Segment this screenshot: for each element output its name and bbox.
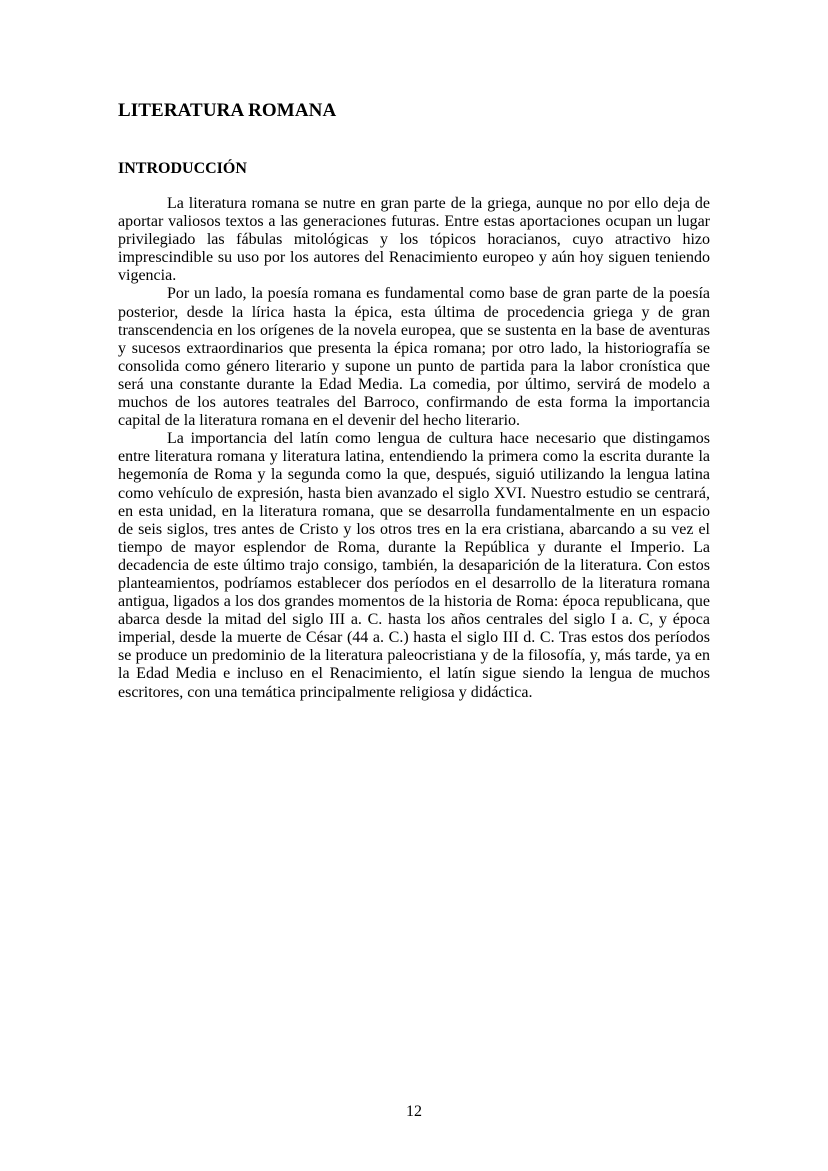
paragraph-3: La importancia del latín como lengua de cultura hace necesario que distingamos entre literatura romana y literatura latina, entendiendo la primera como la escrita durante la hegemonía de Roma y la segunda como la que, después, siguió utilizando la lengua latina como vehículo de expresión, hasta bien avanzado el siglo XVI. Nuestro estudio se centrará, en esta unidad, en la literatura romana, que se desarrolla fundamentalmente en un espacio de seis siglos, tres antes de Cristo y los otros tres en la era cristiana, abarcando a su vez el tiempo de mayor esplendor de Roma, durante la República y durante el Imperio. La decadencia de este último trajo consigo, también, la desaparición de la literatura. Con estos planteamientos, podríamos establecer dos períodos en el desarrollo de la literatura romana antigua, ligados a los dos grandes momentos de la historia de Roma: época republicana, que abarca desde la mitad del siglo III a. C. hasta los años centrales del siglo I a. C, y época imperial, desde la muerte de César (44 a. C.) hasta el siglo III d. C. Tras estos dos períodos se produce un predominio de la literatura paleocristiana y de la filosofía, y, más tarde, ya en la Edad Media e incluso en el Renacimiento, el latín sigue siendo la lengua de muchos escritores, con una temática principalmente religiosa y didáctica.: [118, 430, 710, 701]
page-content: [118, 99, 710, 702]
section-heading-introduccion: INTRODUCCIÓN: [118, 160, 247, 177]
paragraph-2: Por un lado, la poesía romana es fundamental como base de gran parte de la poesía posterior, desde la lírica hasta la épica, esta última de procedencia griega y de gran transcendencia en los orígenes de la novela europea, que se sustenta en la base de aventuras y sucesos extraordinarios que presenta la épica romana; por otro lado, la historiografía se consolida como género literario y supone un punto de partida para la labor cronística que será una constante durante la Edad Media. La comedia, por último, servirá de modelo a muchos de los autores teatrales del Barroco, confirmando de esta forma la importancia capital de la literatura romana en el devenir del hecho literario.: [118, 285, 710, 430]
body-text: [118, 195, 710, 702]
paragraph-1: La literatura romana se nutre en gran parte de la griega, aunque no por ello deja de aportar valiosos textos a las generaciones futuras. Entre estas aportaciones ocupan un lugar privilegiado las fábulas mitológicas y los tópicos horacianos, cuyo atractivo hizo imprescindible su uso por los autores del Renacimiento europeo y aún hoy siguen teniendo vigencia.: [118, 195, 710, 285]
document-title: LITERATURA ROMANA: [118, 100, 337, 121]
page-number: 12: [406, 1103, 422, 1120]
